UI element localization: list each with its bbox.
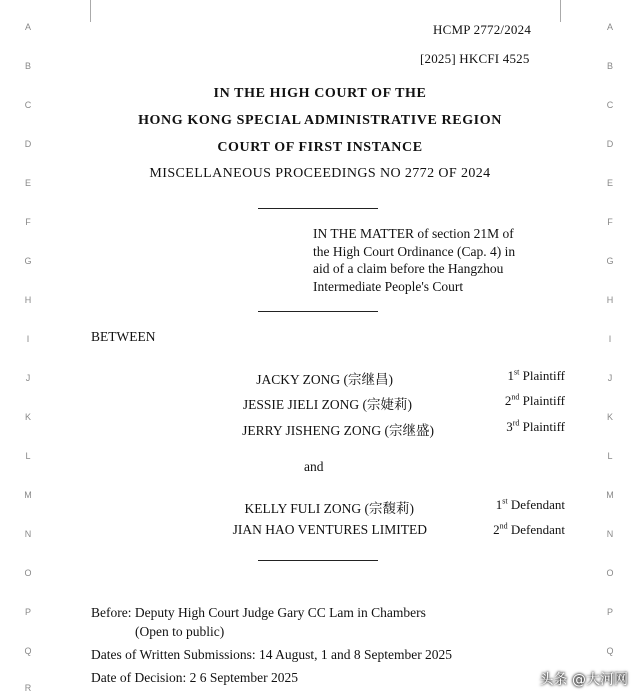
source-watermark: 头条 @大河网 <box>539 672 628 688</box>
margin-letter: L <box>25 451 31 461</box>
defendant-name: JIAN HAO VENTURES LIMITED <box>232 522 427 537</box>
margin-letter: J <box>25 373 31 383</box>
plaintiff-name: JESSIE JIELI ZONG (宗婕莉) <box>242 397 412 412</box>
crop-mark-top-right <box>560 0 561 22</box>
margin-letter: B <box>24 61 31 71</box>
defendant-name: KELLY FULI ZONG (宗馥莉) <box>244 501 414 516</box>
margin-letter: H <box>24 295 32 305</box>
margin-letter: O <box>24 568 32 578</box>
margin-letter: P <box>606 607 613 617</box>
dates-of-submissions: Dates of Written Submissions: 14 August, 1 and 8 September 2025 <box>91 647 453 662</box>
open-to-public: (Open to public) <box>135 624 225 639</box>
court-heading-line2: HONG KONG SPECIAL ADMINISTRATIVE REGION <box>138 113 502 128</box>
margin-letter: M <box>606 490 614 500</box>
margin-letter: L <box>607 451 613 461</box>
margin-letter: A <box>606 22 613 32</box>
plaintiff-name: JERRY JISHENG ZONG (宗继盛) <box>242 423 434 438</box>
margin-letter: K <box>24 412 31 422</box>
plaintiff-name: JACKY ZONG (宗继昌) <box>256 372 393 387</box>
margin-letter: G <box>24 256 32 266</box>
matter-line: IN THE MATTER of section 21M of <box>313 226 514 241</box>
margin-letter: K <box>606 412 613 422</box>
plaintiff-role: 1st Plaintiff <box>507 367 565 383</box>
margin-letter: J <box>607 373 613 383</box>
margin-letter: F <box>25 217 31 227</box>
divider-rule <box>258 560 378 561</box>
matter-line: the High Court Ordinance (Cap. 4) in <box>313 243 516 259</box>
margin-letter: I <box>26 334 30 344</box>
margin-letter: N <box>606 529 614 539</box>
margin-letter: D <box>24 139 32 149</box>
proceedings-number: MISCELLANEOUS PROCEEDINGS NO 2772 OF 2024 <box>149 166 491 181</box>
case-number: HCMP 2772/2024 <box>433 22 532 37</box>
margin-letter: C <box>606 100 614 110</box>
margin-letter: P <box>24 607 31 617</box>
margin-letter: N <box>24 529 32 539</box>
before-judge: Before: Deputy High Court Judge Gary CC Lam in Chambers <box>91 605 426 620</box>
and-label: and <box>304 459 324 474</box>
crop-mark-top-left <box>90 0 91 22</box>
date-of-decision: Date of Decision: 2 6 September 2025 <box>91 670 298 685</box>
margin-letter: E <box>24 178 31 188</box>
neutral-citation: [2025] HKCFI 4525 <box>420 51 530 66</box>
matter-line: Intermediate People's Court <box>313 278 464 294</box>
plaintiff-role: 3rd Plaintiff <box>506 418 565 434</box>
margin-letter: A <box>24 22 31 32</box>
margin-letter: E <box>606 178 613 188</box>
margin-letter: D <box>606 139 614 149</box>
defendant-role: 1st Defendant <box>495 496 565 512</box>
margin-letter: Q <box>24 646 32 656</box>
margin-letter: C <box>24 100 32 110</box>
margin-letter: Q <box>606 646 614 656</box>
margin-letter: G <box>606 256 614 266</box>
margin-letter: H <box>606 295 614 305</box>
matter-block <box>313 225 545 295</box>
margin-letter: I <box>608 334 612 344</box>
margin-letter: B <box>606 61 613 71</box>
margin-letter: F <box>607 217 613 227</box>
defendant-role: 2nd Defendant <box>493 521 565 537</box>
plaintiff-role: 2nd Plaintiff <box>504 392 565 408</box>
court-heading-line1: IN THE HIGH COURT OF THE <box>213 86 427 101</box>
matter-line: aid of a claim before the Hangzhou <box>313 261 504 276</box>
divider-rule <box>258 311 378 312</box>
margin-letter: O <box>606 568 614 578</box>
margin-letter: M <box>24 490 32 500</box>
margin-letter: R <box>24 683 32 693</box>
court-heading-line3: COURT OF FIRST INSTANCE <box>217 140 423 155</box>
divider-rule <box>258 208 378 209</box>
between-label: BETWEEN <box>91 329 156 344</box>
